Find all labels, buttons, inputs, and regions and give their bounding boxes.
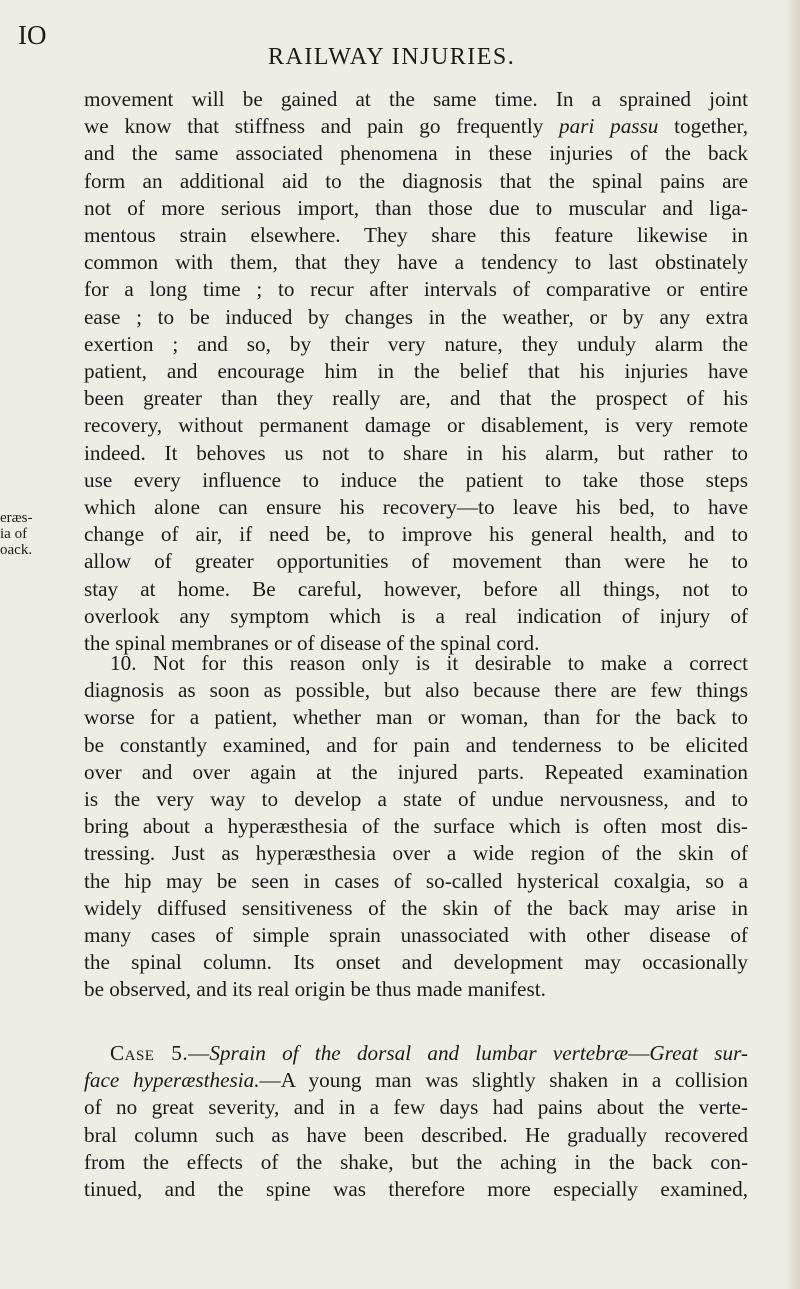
text-line <box>84 1040 748 1067</box>
text-line: form an additional aid to the diagnosis that the spinal pains are <box>84 168 748 193</box>
text-line <box>84 113 748 140</box>
page-number: IO <box>18 20 47 50</box>
text-line: be constantly examined, and for pain and tenderness to be elicited <box>84 732 748 757</box>
text-line: which alone can ensure his recovery—to leave his bed, to have <box>84 495 748 520</box>
text-line: the spinal membranes or of disease of the spinal cord. <box>84 631 540 656</box>
text-line: not of more serious import, than those due to muscular and liga- <box>84 195 748 220</box>
text-line: stay at home. Be careful, however, before all things, not to <box>84 576 748 601</box>
text-line: change of air, if need be, to improve his general health, and to <box>84 522 748 547</box>
text-line: common with them, that they have a tendency to last obstinately <box>84 250 748 275</box>
case-5-paragraph <box>84 1040 748 1203</box>
case-subtitle: face hyperæsthesia. <box>84 1068 260 1093</box>
text-line: worse for a patient, whether man or woman, than for the back to <box>84 705 748 730</box>
text-line: is the very way to develop a state of undue nervousness, and to <box>84 787 748 812</box>
italic-phrase: pari passu <box>559 114 659 139</box>
margin-note-line: ia of <box>0 526 28 542</box>
page-edge <box>786 0 800 1289</box>
text-line: diagnosis as soon as possible, but also because there are few things <box>84 678 748 703</box>
running-head: RAILWAY INJURIES. <box>268 44 516 70</box>
text-line: many cases of simple sprain unassociated with other disease of <box>84 923 748 948</box>
paragraph-continuation <box>84 86 748 657</box>
text-line: from the effects of the shake, but the aching in the back con- <box>84 1149 748 1174</box>
text-line: patient, and encourage him in the belief that his injuries have <box>84 359 748 384</box>
case-title: Sprain of the dorsal and lumbar vertebræ <box>209 1041 629 1065</box>
text-line: be observed, and its real origin be thus made manifest. <box>84 977 546 1002</box>
text-line: exertion ; and so, by their very nature, they unduly alarm the <box>84 331 748 356</box>
text-line: ease ; to be induced by changes in the weather, or by any extra <box>84 304 748 329</box>
case-subtitle: Great sur- <box>649 1041 748 1065</box>
text-line: movement will be gained at the same time. In a sprained joint <box>84 87 748 111</box>
text-line: widely diffused sensitiveness of the skin of the back may arise in <box>84 895 748 920</box>
text-line <box>84 1067 748 1094</box>
text-line: recovery, without permanent damage or disablement, is very remote <box>84 413 748 438</box>
text-line: bral column such as have been described. He gradually recovered <box>84 1122 748 1147</box>
text-line: of no great severity, and in a few days had pains about the verte- <box>84 1095 748 1120</box>
text-line: indeed. It behoves us not to share in his alarm, but rather to <box>84 440 748 465</box>
text-line: the hip may be seen in cases of so-called hysterical coxalgia, so a <box>84 868 748 893</box>
dash: — <box>188 1041 210 1065</box>
dash: — <box>259 1068 281 1093</box>
text-line: overlook any symptom which is a real indication of injury of <box>84 603 748 628</box>
text-line: tressing. Just as hyperæsthesia over a wide region of the skin of <box>84 841 748 866</box>
text-line: tinued, and the spine was therefore more especially examined, <box>84 1177 748 1202</box>
text-line: mentous strain elsewhere. They share this feature likewise in <box>84 223 748 248</box>
text-line: use every influence to induce the patient to take those steps <box>84 467 748 492</box>
section-10-paragraph <box>84 650 748 1004</box>
text-line: over and over again at the injured parts. Repeated examination <box>84 759 748 784</box>
text-line: for a long time ; to recur after intervals of comparative or entire <box>84 277 748 302</box>
text-line: and the same associated phenomena in these injuries of the back <box>84 141 748 166</box>
margin-note <box>0 510 33 558</box>
text-line: the spinal column. Its onset and development may occasionally <box>84 950 748 975</box>
text-line-part: we know that stiffness and pain go frequently pari passu together, <box>84 114 748 139</box>
case-label: Case 5. <box>110 1041 189 1065</box>
dash: — <box>628 1041 650 1065</box>
margin-note-line: eræs- <box>0 510 33 526</box>
case-text: A young man was slightly shaken in a collision <box>280 1068 748 1093</box>
margin-note-line: oack. <box>0 542 33 558</box>
text-line: 10. Not for this reason only is it desirable to make a correct <box>110 651 748 675</box>
text-line: bring about a hyperæsthesia of the surface which is often most dis- <box>84 814 748 839</box>
text-line: been greater than they really are, and that the prospect of his <box>84 386 748 411</box>
text-line: allow of greater opportunities of movement than were he to <box>84 549 748 574</box>
